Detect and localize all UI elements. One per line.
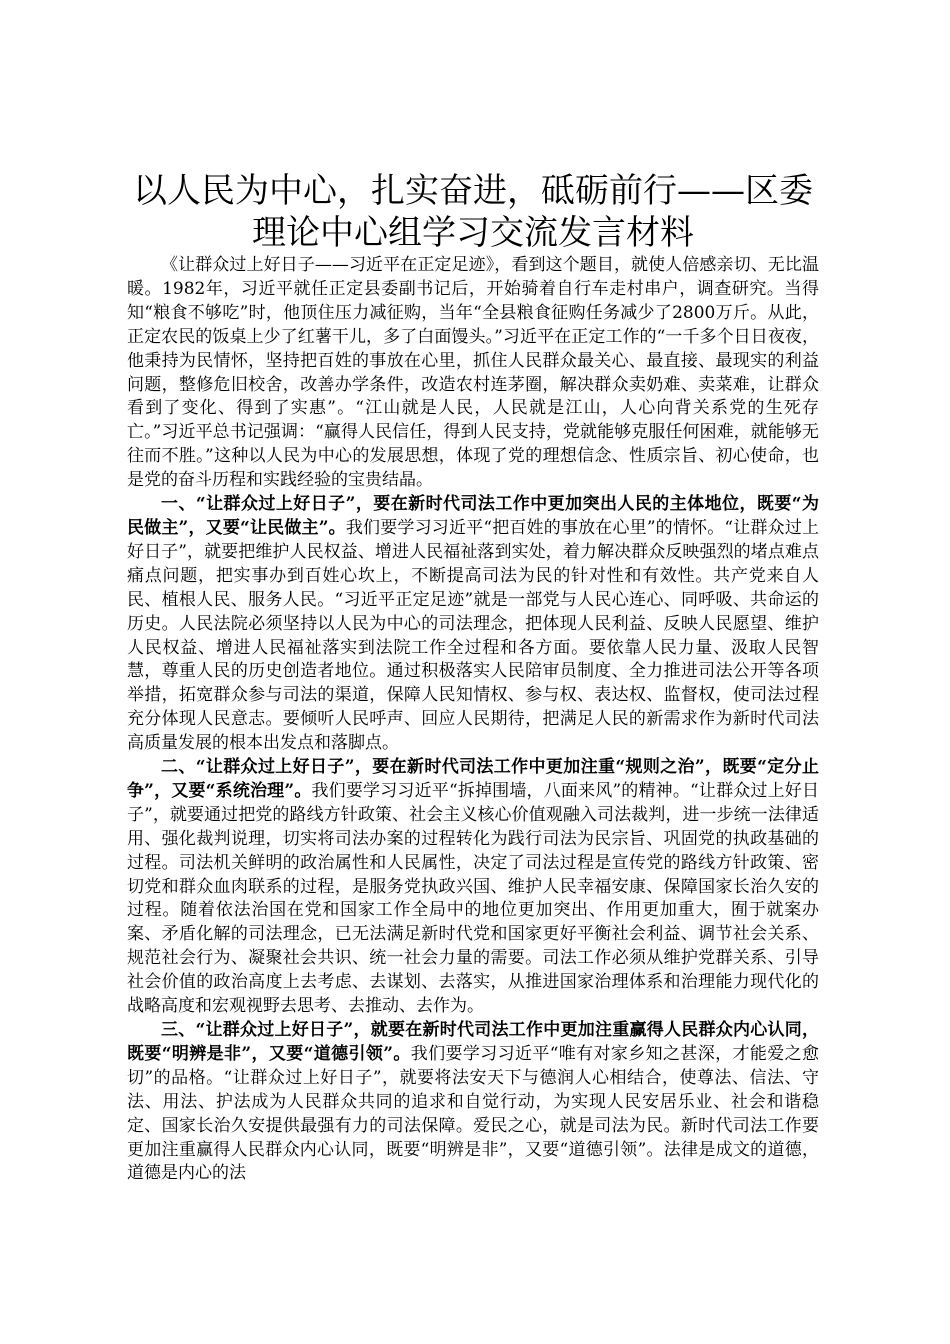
section-1-heading: 一、“让群众过上好日子”，要在新时代司法工作中更加突出人民的主体地位，既要“为民做主”，又要“让民做主”。	[127, 494, 819, 538]
document-title	[127, 170, 819, 254]
section-3-body: 我们要学习习近平“唯有对家乡知之甚深，才能爱之愈切”的品格。“让群众过上好日子”，就要将法安天下与德润人心相结合，使尊法、信法、守法、用法、护法成为人民群众共同的追求和自觉行动，为实现人民安居乐业、社会和谐稳定、国家长治久安提供最强有力的司法保障。爱民之心，就是司法为民。新时代司法工作要更加注重赢得人民群众内心认同，既要“明辨是非”，又要“道德引领”。法律是成文的道德，道德是内心的法	[127, 1043, 819, 1184]
section-2-body: 我们要学习习近平“拆掉围墙，八面来风”的精神。“让群众过上好日子”，就要通过把党的路线方针政策、社会主义核心价值观融入司法裁判，进一步统一法律适用、强化裁判说理，切实将司法办案的过程转化为践行司法为民宗旨、巩固党的执政基础的过程。司法机关鲜明的政治属性和人民属性，决定了司法过程是宣传党的路线方针政策、密切党和群众血肉联系的过程，是服务党执政兴国、维护人民幸福安康、保障国家长治久安的过程。随着依法治国在党和国家工作全局中的地位更加突出、作用更加重大，囿于就案办案、矛盾化解的司法理念，已无法满足新时代党和国家更好平衡社会利益、调节社会关系、规范社会行为、凝聚社会共识、统一社会力量的需要。司法工作必须从维护党群关系、引导社会价值的政治高度上去考虑、去谋划、去落实，从推进国家治理体系和治理能力现代化的战略高度和宏观视野去思考、去推动、去作为。	[127, 780, 819, 1017]
section-1-paragraph	[127, 493, 819, 756]
section-3-heading: 三、“让群众过上好日子”，就要在新时代司法工作中更加注重赢得人民群众内心认同，既要“明辨是非”，又要“道德引领”。	[127, 1020, 819, 1064]
section-1-body: 我们要学习习近平“把百姓的事放在心里”的情怀。“让群众过上好日子”，就要把维护人民权益、增进人民福祉落到实处，着力解决群众反映强烈的堵点难点痛点问题，把实事办到百姓心坎上，不断提高司法为民的针对性和有效性。共产党来自人民、植根人民、服务人民。“习近平正定足迹”就是一部党与人民心连心、同呼吸、共命运的历史。人民法院必须坚持以人民为中心的司法理念，把体现人民利益、反映人民愿望、维护人民权益、增进人民福祉落实到法院工作全过程和各方面。要依靠人民力量、汲取人民智慧，尊重人民的历史创造者地位。通过积极落实人民陪审员制度、全力推进司法公开等各项举措，拓宽群众参与司法的渠道，保障人民知情权、参与权、表达权、监督权，使司法过程充分体现人民意志。要倾听人民呼声、回应人民期待，把满足人民的新需求作为新时代司法高质量发展的根本出发点和落脚点。	[127, 517, 819, 754]
section-2-paragraph	[127, 756, 819, 1019]
title-line-1: 以人民为中心，扎实奋进，砥砺前行——区委	[133, 171, 813, 211]
section-2-heading: 二、“让群众过上好日子”，要在新时代司法工作中更加注重“规则之治”，既要“定分止争”，又要“系统治理”。	[127, 757, 819, 801]
section-3-paragraph	[127, 1019, 819, 1186]
intro-paragraph: 《让群众过上好日子——习近平在正定足迹》，看到这个题目，就使人倍感亲切、无比温暖。1982年，习近平就任正定县委副书记后，开始骑着自行车走村串户，调查研究。当得知“粮食不够吃”时，他顶住压力减征购，当年“全县粮食征购任务减少了2800万斤。从此，正定农民的饭桌上少了红薯干儿，多了白面馒头。”习近平在正定工作的“一千多个日日夜夜，他秉持为民情怀，坚持把百姓的事放在心里，抓住人民群众最关心、最直接、最现实的利益问题，整修危旧校舍，改善办学条件，改造农村连茅圈，解决群众卖奶难、卖菜难，让群众看到了变化、得到了实惠”。“江山就是人民，人民就是江山，人心向背关系党的生死存亡。”习近平总书记强调：“赢得人民信任，得到人民支持，党就能够克服任何困难，就能够无往而不胜。”这种以人民为中心的发展思想，体现了党的理想信念、性质宗旨、初心使命，也是党的奋斗历程和实践经验的宝贵结晶。	[127, 255, 819, 491]
title-line-2: 理论中心组学习交流发言材料	[252, 213, 694, 253]
document-page	[127, 170, 819, 1186]
